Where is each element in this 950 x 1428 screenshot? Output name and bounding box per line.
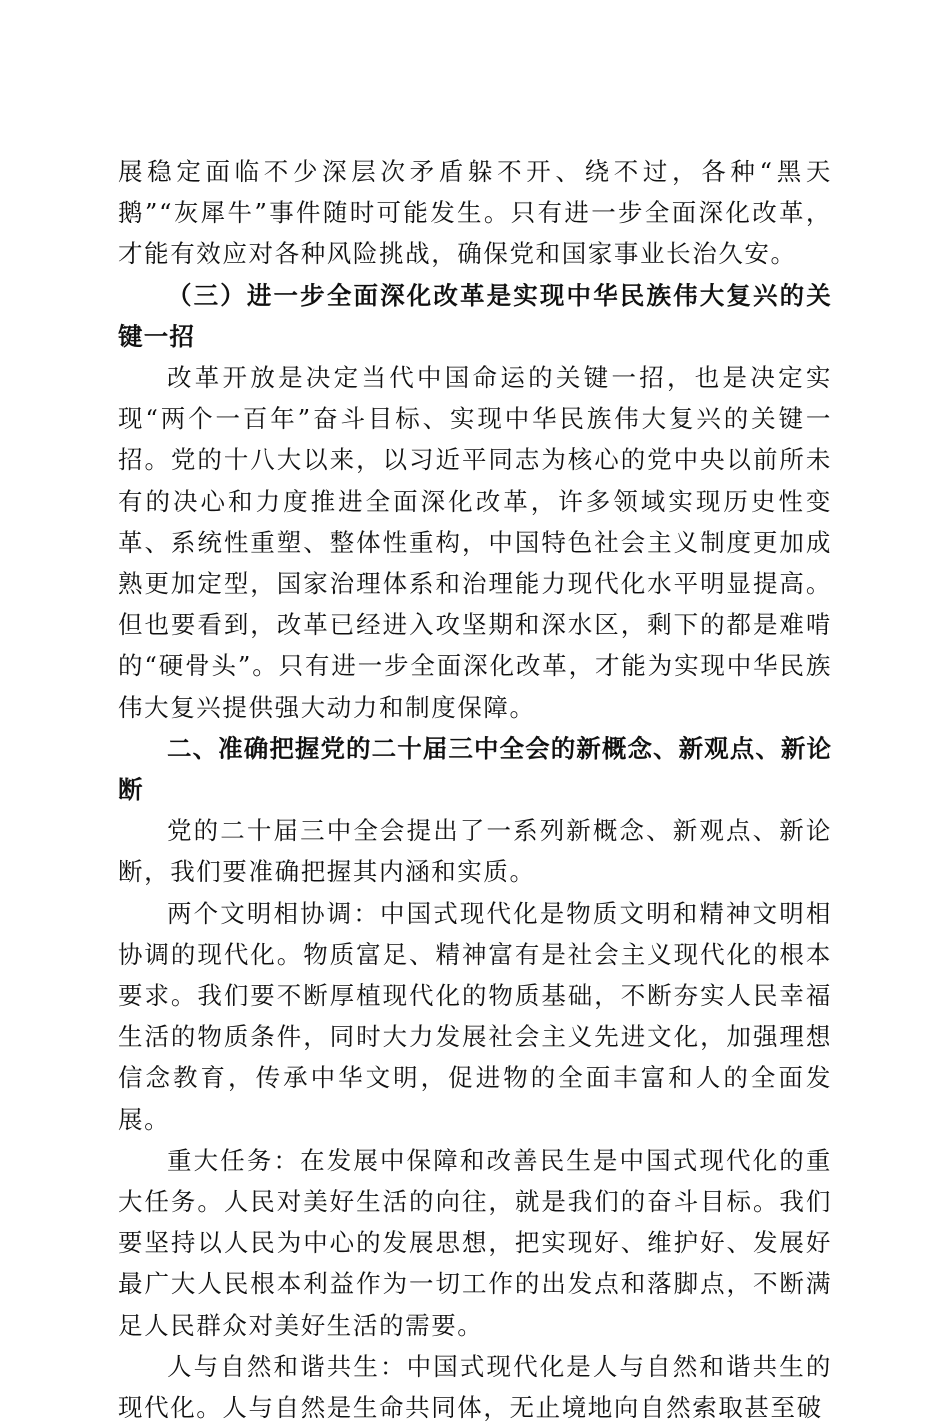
body-paragraph-major-task: 重大任务：在发展中保障和改善民生是中国式现代化的重大任务。人民对美好生活的向往，就是我们的奋斗目标。我们要坚持以人民为中心的发展思想，把实现好、维护好、发展好最广大人民根本利益作为一切工作的出发点和落脚点，不断满足人民群众对美好生活的需要。 bbox=[118, 1145, 832, 1340]
body-paragraph-reform-opening: 改革开放是决定当代中国命运的关键一招，也是决定实现“两个一百年”奋斗目标、实现中华民族伟大复兴的关键一招。党的十八大以来，以习近平同志为核心的党中央以前所未有的决心和力度推进全面深化改革，许多领域实现历史性变革、系统性重塑、整体性重构，中国特色社会主义制度更加成熟更加定型，国家治理体系和治理能力现代化水平明显提高。但也要看到，改革已经进入攻坚期和深水区，剩下的都是难啃的“硬骨头”。只有进一步全面深化改革，才能为实现中华民族伟大复兴提供强大动力和制度保障。 bbox=[118, 363, 832, 722]
body-paragraph-harmony-nature: 人与自然和谐共生：中国式现代化是人与自然和谐共生的现代化。人与自然是生命共同体，无止境地向自然索取甚至破 bbox=[118, 1351, 832, 1423]
body-paragraph-two-civilizations: 两个文明相协调：中国式现代化是物质文明和精神文明相协调的现代化。物质富足、精神富有是社会主义现代化的根本要求。我们要不断厚植现代化的物质基础，不断夯实人民幸福生活的物质条件，同时大力发展社会主义先进文化，加强理想信念教育，传承中华文明，促进物的全面丰富和人的全面发展。 bbox=[118, 898, 832, 1134]
body-paragraph-continuation: 展稳定面临不少深层次矛盾躲不开、绕不过，各种“黑天鹅”“灰犀牛”事件随时可能发生。只有进一步全面深化改革，才能有效应对各种风险挑战，确保党和国家事业长治久安。 bbox=[118, 157, 832, 269]
document-body bbox=[118, 151, 832, 1428]
body-paragraph-intro: 党的二十届三中全会提出了一系列新概念、新观点、新论断，我们要准确把握其内涵和实质。 bbox=[118, 816, 832, 887]
section-heading-two: 二、准确把握党的二十届三中全会的新概念、新观点、新论断 bbox=[118, 733, 832, 805]
section-heading-3: （三）进一步全面深化改革是实现中华民族伟大复兴的关键一招 bbox=[118, 280, 832, 351]
